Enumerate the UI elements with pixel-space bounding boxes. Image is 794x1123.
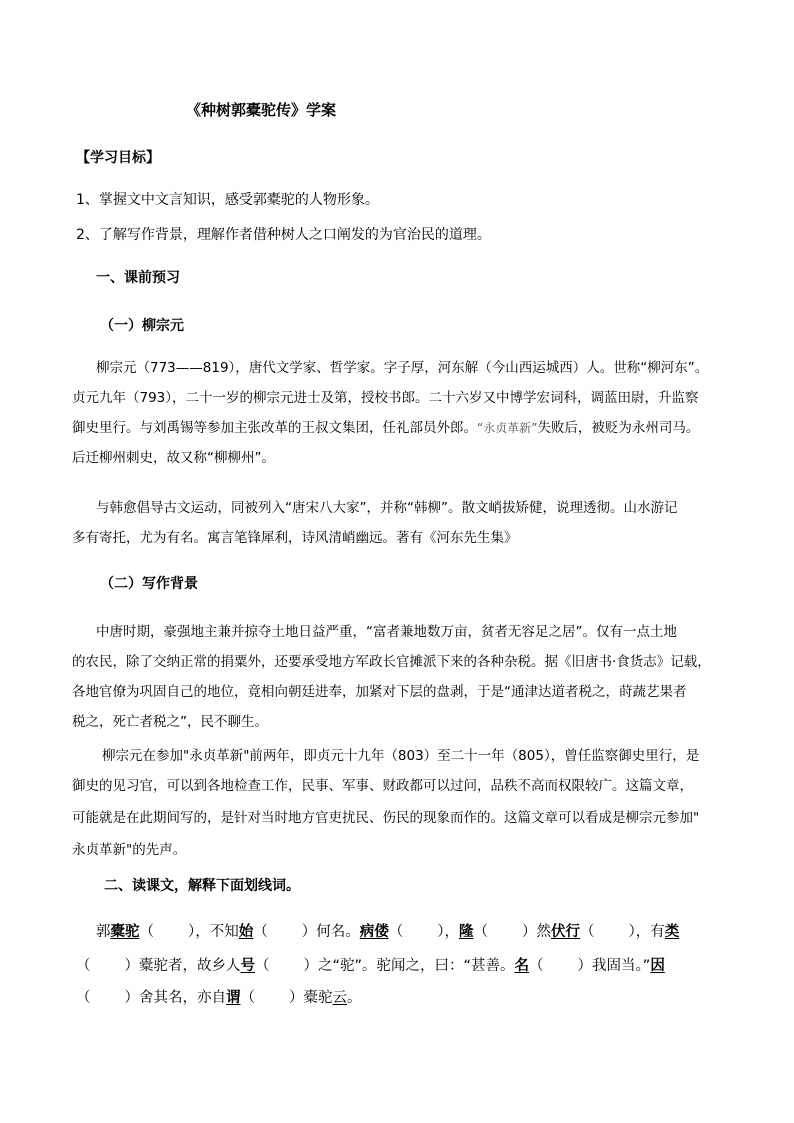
exercise-text: （ bbox=[388, 924, 404, 940]
bg-line-1: 中唐时期，豪强地主兼并掠夺土地日益严重，“富者兼地数万亩，贫者无容足之居”。仅有一点土地 bbox=[96, 624, 677, 640]
exercise-text: （ bbox=[255, 958, 270, 974]
sub1-heading: （一）柳宗元 bbox=[100, 318, 184, 334]
bio2-line-2: 多有寄托，尤为有名。寓言笔锋犀利，诗风清峭幽远。著有《河东先生集》 bbox=[72, 530, 518, 546]
exercise-text: 郭 bbox=[96, 924, 111, 940]
bio-line-1: 柳宗元（773——819），唐代文学家、哲学家。字子厚，河东解（今山西运城西）人。世称“柳河东”。 bbox=[96, 360, 709, 376]
term-hao: 号 bbox=[240, 958, 255, 974]
exercise-text: （ bbox=[529, 958, 544, 974]
exercise-text: ），不知 bbox=[188, 924, 239, 940]
exercise-line-2 bbox=[76, 956, 665, 976]
exercise-text: ）然 bbox=[522, 924, 551, 940]
bg2-line-2: 御史的见习官，可以到各地检查工作，民事、军事、财政都可以过问，品秩不高而权限较广。这篇文章， bbox=[72, 778, 693, 794]
exercise-text: （ bbox=[253, 924, 268, 940]
term-wei: 谓 bbox=[226, 990, 241, 1006]
bio-line-3-part-a: 御史里行。与刘禹锡等参加主张改革的王叔文集团，任礼部员外郎。 bbox=[72, 420, 477, 436]
objectives-heading: 【学习目标】 bbox=[76, 150, 160, 166]
exercise-text: （ bbox=[139, 924, 154, 940]
exercise-text: （ bbox=[76, 990, 91, 1006]
term-lei: 类 bbox=[664, 924, 680, 940]
exercise-text: ），有 bbox=[628, 924, 665, 940]
exercise-text: （ bbox=[580, 924, 595, 940]
section2-heading: 二、读课文，解释下面划线词。 bbox=[104, 878, 300, 894]
term-shi: 始 bbox=[238, 924, 254, 940]
term-ming: 名 bbox=[514, 958, 530, 974]
exercise-text: ）橐驼者，故乡人 bbox=[124, 958, 241, 974]
exercise-line-3 bbox=[76, 988, 362, 1008]
sub2-heading: （二）写作背景 bbox=[100, 576, 198, 592]
bio-line-3 bbox=[72, 418, 699, 438]
bg-line-2: 的农民，除了交纳正常的捐粟外，还要承受地方军政长官摊派下来的各种杂税。据《旧唐书·食货志》记载， bbox=[72, 654, 711, 670]
exercise-line-1 bbox=[96, 922, 679, 942]
term-fuxing: 伏行 bbox=[551, 924, 580, 940]
objective-item-1: 1、掌握文中文言知识，感受郭橐驼的人物形象。 bbox=[76, 192, 379, 208]
bio-line-4: 后迁柳州刺史，故又称“柳柳州”。 bbox=[72, 450, 275, 466]
section1-heading: 一、课前预习 bbox=[96, 270, 180, 286]
exercise-text: 。 bbox=[347, 990, 362, 1006]
exercise-text: （ bbox=[76, 958, 91, 974]
bg2-line-3: 可能就是在此期间写的，是针对当时地方官吏扰民、伤民的现象而作的。这篇文章可以看成是柳宗元参加" bbox=[72, 810, 700, 826]
bio2-line-1: 与韩愈倡导古文运动，同被列入“唐宋八大家”，并称“韩柳”。散文峭拔矫健，说理透彻。山水游记 bbox=[96, 500, 678, 516]
term-yun: 云 bbox=[332, 990, 347, 1006]
exercise-text: ）我固当。” bbox=[577, 958, 651, 974]
exercise-text: ）之“驼”。驼闻之，曰：“甚善。 bbox=[303, 958, 515, 974]
exercise-text: ）橐驼 bbox=[289, 990, 333, 1006]
term-long: 隆 bbox=[459, 924, 474, 940]
bg2-line-1: 柳宗元在参加"永贞革新"前两年，即贞元十九年（803）至二十一年（805），曾任监察御史里行，是 bbox=[102, 748, 700, 764]
term-binglou: 病偻 bbox=[359, 924, 389, 940]
exercise-text: ）， bbox=[437, 924, 459, 940]
term-yin: 因 bbox=[650, 958, 665, 974]
bg-line-3: 各地官僚为巩固自己的地位，竟相向朝廷进奉，加紧对下层的盘剥，于是“通津达道者税之，莳蔬艺果者 bbox=[72, 684, 687, 700]
exercise-text: ）何名。 bbox=[301, 924, 360, 940]
exercise-text: ）舍其名，亦自 bbox=[124, 990, 226, 1006]
objective-item-2: 2、了解写作背景，理解作者借种树人之口阐发的为官治民的道理。 bbox=[76, 227, 491, 243]
exercise-text: （ bbox=[473, 924, 488, 940]
bg2-line-4: 永贞革新"的先声。 bbox=[72, 842, 187, 858]
page-title: 《种树郭橐驼传》学案 bbox=[186, 101, 337, 119]
term-tuotuo: 橐驼 bbox=[110, 924, 140, 940]
bio-line-2: 贞元九年（793），二十一岁的柳宗元进士及第，授校书郎。二十六岁又中博学宏词科，调蓝田尉，升监察 bbox=[72, 390, 699, 406]
bg-line-4: 税之，死亡者税之”，民不聊生。 bbox=[72, 714, 268, 730]
bio-line-3-part-b: “永贞革新” bbox=[477, 421, 538, 435]
bio-line-3-part-c: 失败后，被贬为永州司马。 bbox=[537, 420, 700, 436]
exercise-text: （ bbox=[240, 990, 255, 1006]
